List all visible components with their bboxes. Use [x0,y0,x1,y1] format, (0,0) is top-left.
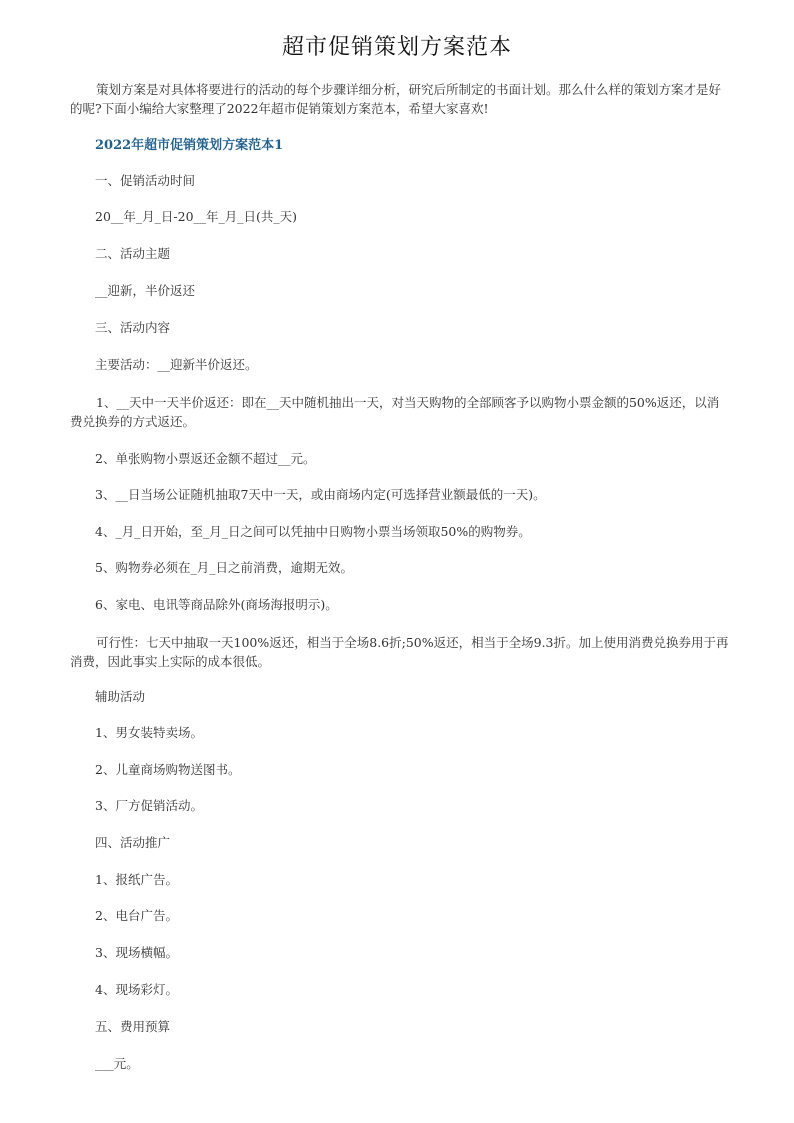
heading-budget: 五、费用预算 [95,1019,171,1034]
promotion-item-2: 2、电台广告。 [95,908,178,923]
content-item-2: 2、单张购物小票返还金额不超过__元。 [95,451,316,466]
content-item-6: 6、家电、电讯等商品除外(商场海报明示)。 [95,597,338,612]
promotion-item-4: 4、现场彩灯。 [95,982,178,997]
main-activity-text: 主要活动：__迎新半价返还。 [95,357,258,372]
intro-paragraph: 策划方案是对具体将要进行的活动的每个步骤详细分析，研究后所制定的书面计划。那么什么样的策划方案才是好的呢?下面小编给大家整理了2022年超市促销策划方案范本，希望大家喜欢! [70,82,722,116]
content-item-1: 1、__天中一天半价返还：即在__天中随机抽出一天，对当天购物的全部顾客予以购物小票金额的50%返还，以消费兑换券的方式返还。 [70,395,720,429]
feasibility-paragraph: 可行性：七天中抽取一天100%返还，相当于全场8.6折;50%返还，相当于全场9.3折。加上使用消费兑换券用于再消费，因此事实上实际的成本很低。 [70,635,729,669]
auxiliary-item-1: 1、男女装特卖场。 [95,725,203,740]
content-item-4: 4、_月_日开始，至_月_日之间可以凭抽中日购物小票当场领取50%的购物券。 [95,524,531,539]
auxiliary-item-2: 2、儿童商场购物送图书。 [95,762,241,777]
heading-auxiliary-activities: 辅助活动 [95,689,146,704]
content-item-3: 3、__日当场公证随机抽取7天中一天，或由商场内定(可选择营业额最低的一天)。 [95,487,546,502]
section-heading: 2022年超市促销策划方案范本1 [95,138,284,153]
budget-amount: ___元。 [95,1056,139,1071]
promotion-item-1: 1、报纸广告。 [95,872,178,887]
auxiliary-item-3: 3、厂方促销活动。 [95,798,203,813]
promotion-item-3: 3、现场横幅。 [95,945,178,960]
content-item-5: 5、购物券必须在_月_日之前消费，逾期无效。 [95,560,353,575]
activity-theme-text: __迎新，半价返还 [95,283,196,298]
heading-activity-theme: 二、活动主题 [95,246,171,261]
heading-activity-content: 三、活动内容 [95,320,171,335]
page-title: 超市促销策划方案范本 [281,35,512,60]
promo-date-range: 20__年_月_日-20__年_月_日(共_天) [95,209,298,224]
heading-promo-time: 一、促销活动时间 [95,173,196,188]
heading-promotion: 四、活动推广 [95,835,171,850]
